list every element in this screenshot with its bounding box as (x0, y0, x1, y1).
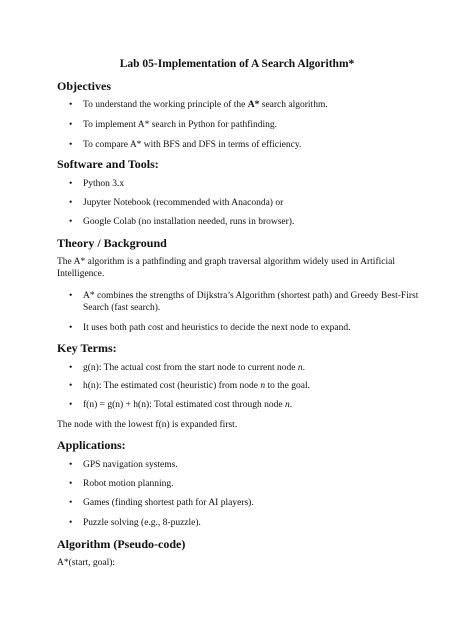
theory-paragraph: The A* algorithm is a pathfinding and graph traversal algorithm widely used in Artificial Intelligence. (57, 257, 395, 279)
bullet-marker: • (69, 120, 73, 130)
theory-item (69, 290, 419, 314)
application-item (69, 517, 419, 529)
theory-text: A* combines the strengths of Dijkstra’s Algorithm (shortest path) and Greedy Best-First Search (fast search). (83, 291, 419, 313)
bullet-marker: • (69, 479, 73, 489)
objective-text: To understand the working principle of the A* search algorithm. (83, 100, 328, 110)
bullet-marker: • (69, 363, 73, 373)
algorithm-heading: Algorithm (Pseudo-code) (57, 537, 186, 551)
bullet-marker: • (69, 140, 73, 150)
bullet-marker: • (69, 291, 73, 301)
bullet-marker: • (69, 460, 73, 470)
application-text: Games (finding shortest path for AI players). (83, 498, 254, 508)
application-item (69, 497, 419, 509)
key-term-item (69, 362, 419, 374)
application-text: Puzzle solving (e.g., 8-puzzle). (83, 518, 201, 528)
key-term-text: f(n) = g(n) + h(n): Total estimated cost through node n. (83, 400, 293, 410)
bullet-marker: • (69, 381, 73, 391)
software-text: Python 3.x (83, 179, 125, 189)
software-heading: Software and Tools: (57, 157, 159, 171)
key-terms-heading: Key Terms: (57, 341, 117, 355)
key-term-text: g(n): The actual cost from the start node to current node n. (83, 363, 305, 373)
theory-item (69, 322, 419, 334)
bullet-marker: • (69, 400, 73, 410)
bullet-marker: • (69, 100, 73, 110)
application-text: GPS navigation systems. (83, 460, 178, 470)
bullet-marker: • (69, 518, 73, 528)
objective-item (69, 119, 419, 131)
key-term-text: h(n): The estimated cost (heuristic) from node n to the goal. (83, 381, 310, 391)
objective-item (69, 99, 419, 111)
objectives-heading: Objectives (57, 79, 111, 93)
key-terms-note: The node with the lowest f(n) is expanded first. (57, 420, 238, 430)
software-item (69, 216, 419, 228)
pseudo-code-line: A*(start, goal): (57, 558, 116, 568)
bullet-marker: • (69, 498, 73, 508)
key-term-item (69, 380, 419, 392)
software-text: Google Colab (no installation needed, runs in browser). (83, 217, 295, 227)
bullet-marker: • (69, 217, 73, 227)
bullet-marker: • (69, 198, 73, 208)
software-item (69, 197, 419, 209)
application-item (69, 459, 419, 471)
bullet-marker: • (69, 323, 73, 333)
document-title: Lab 05-Implementation of A Search Algorithm* (119, 58, 355, 70)
applications-heading: Applications: (57, 438, 126, 452)
theory-heading: Theory / Background (57, 236, 167, 250)
software-text: Jupyter Notebook (recommended with Anaconda) or (83, 198, 284, 208)
application-item (69, 478, 419, 490)
objective-text: To compare A* with BFS and DFS in terms of efficiency. (83, 140, 302, 150)
objective-item (69, 139, 419, 151)
theory-text: It uses both path cost and heuristics to decide the next node to expand. (83, 323, 351, 333)
bullet-marker: • (69, 179, 73, 189)
objective-text: To implement A* search in Python for pathfinding. (83, 120, 278, 130)
application-text: Robot motion planning. (83, 479, 174, 489)
software-item (69, 178, 419, 190)
key-term-item (69, 399, 419, 411)
